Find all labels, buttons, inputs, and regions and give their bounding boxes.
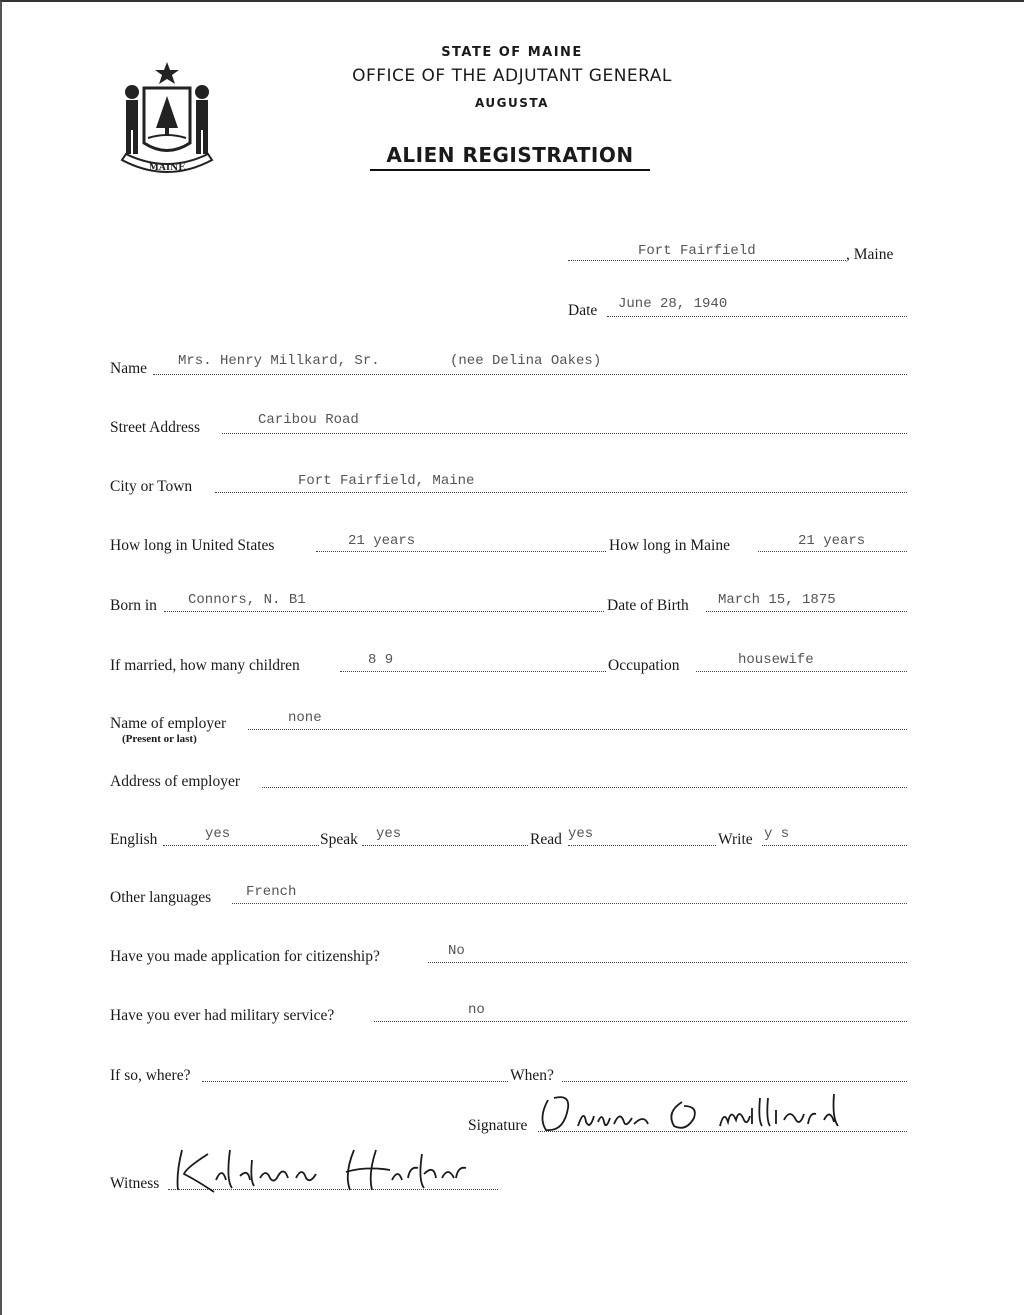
city-value[interactable]: Fort Fairfield, Maine <box>298 473 475 489</box>
place-value[interactable]: Fort Fairfield <box>638 243 756 259</box>
citizenship-line <box>428 962 907 963</box>
citizenship-label: Have you made application for citizenship? <box>110 948 380 965</box>
when-line <box>562 1081 907 1082</box>
born-in-value[interactable]: Connors, N. B1 <box>188 592 306 608</box>
name-value[interactable]: Mrs. Henry Millkard, Sr. <box>178 353 380 369</box>
how-long-maine-label: How long in Maine <box>609 537 730 554</box>
signature-handwriting <box>534 1088 864 1138</box>
born-in-label: Born in <box>110 597 157 614</box>
write-value[interactable]: y s <box>764 826 790 842</box>
name-label: Name <box>110 360 148 377</box>
occupation-value[interactable]: housewife <box>738 652 814 668</box>
header-city: AUGUSTA <box>475 96 549 110</box>
witness-value: Kathleen Harker <box>156 1140 163 1141</box>
name-extra[interactable]: (nee Delina Oakes) <box>450 353 602 369</box>
date-label: Date <box>568 302 598 319</box>
read-label: Read <box>530 831 562 848</box>
military-label: Have you ever had military service? <box>110 1007 335 1024</box>
date-value[interactable]: June 28, 1940 <box>618 296 728 312</box>
how-long-us-line <box>316 551 606 552</box>
english-label: English <box>110 831 158 848</box>
military-line <box>374 1021 907 1022</box>
read-value[interactable]: yes <box>568 826 594 842</box>
employer-address-line <box>262 787 907 788</box>
children-label: If married, how many children <box>110 657 300 674</box>
date-of-birth-value[interactable]: March 15, 1875 <box>718 592 836 608</box>
signature-value: Delina O Milliard <box>534 1088 542 1089</box>
when-label: When? <box>510 1067 554 1084</box>
employer-label: Name of employer <box>110 715 227 732</box>
speak-line <box>362 845 528 846</box>
occupation-line <box>696 671 907 672</box>
header-office: OFFICE OF THE ADJUTANT GENERAL <box>352 66 672 86</box>
citizenship-value[interactable]: No <box>448 943 465 959</box>
form-title: ALIEN REGISTRATION <box>370 143 650 171</box>
witness-label: Witness <box>110 1175 160 1192</box>
city-label: City or Town <box>110 478 193 495</box>
employer-address-label: Address of employer <box>110 773 240 790</box>
how-long-us-value[interactable]: 21 years <box>348 533 416 549</box>
city-line <box>215 492 907 493</box>
english-line <box>163 845 319 846</box>
date-of-birth-label: Date of Birth <box>607 597 689 614</box>
born-in-line <box>164 611 604 612</box>
other-languages-line <box>232 903 907 904</box>
occupation-label: Occupation <box>608 657 680 674</box>
other-languages-label: Other languages <box>110 889 212 906</box>
street-address-label: Street Address <box>110 419 200 436</box>
employer-value[interactable]: none <box>288 710 322 726</box>
name-line <box>153 374 907 375</box>
date-line <box>607 316 907 317</box>
read-line <box>568 845 716 846</box>
speak-value[interactable]: yes <box>376 826 402 842</box>
write-label: Write <box>718 831 753 848</box>
how-long-maine-line <box>758 551 907 552</box>
english-value[interactable]: yes <box>205 826 231 842</box>
place-line <box>568 260 846 261</box>
employer-line <box>248 729 907 730</box>
write-line <box>762 845 907 846</box>
other-languages-value[interactable]: French <box>246 884 297 900</box>
how-long-us-label: How long in United States <box>110 537 275 554</box>
employer-sublabel: (Present or last) <box>122 733 197 745</box>
witness-handwriting <box>156 1140 496 1200</box>
place-suffix: , Maine <box>846 246 894 263</box>
where-line <box>202 1081 508 1082</box>
header-state: STATE OF MAINE <box>441 45 583 60</box>
street-address-value[interactable]: Caribou Road <box>258 412 359 428</box>
speak-label: Speak <box>320 831 358 848</box>
children-line <box>340 671 606 672</box>
seal-banner-text: MAINE <box>148 163 186 173</box>
street-address-line <box>222 433 907 434</box>
how-long-maine-value[interactable]: 21 years <box>798 533 866 549</box>
military-value[interactable]: no <box>468 1002 485 1018</box>
where-label: If so, where? <box>110 1067 191 1084</box>
signature-label: Signature <box>468 1117 528 1134</box>
children-value[interactable]: 8 9 <box>368 652 394 668</box>
date-of-birth-line <box>706 611 907 612</box>
